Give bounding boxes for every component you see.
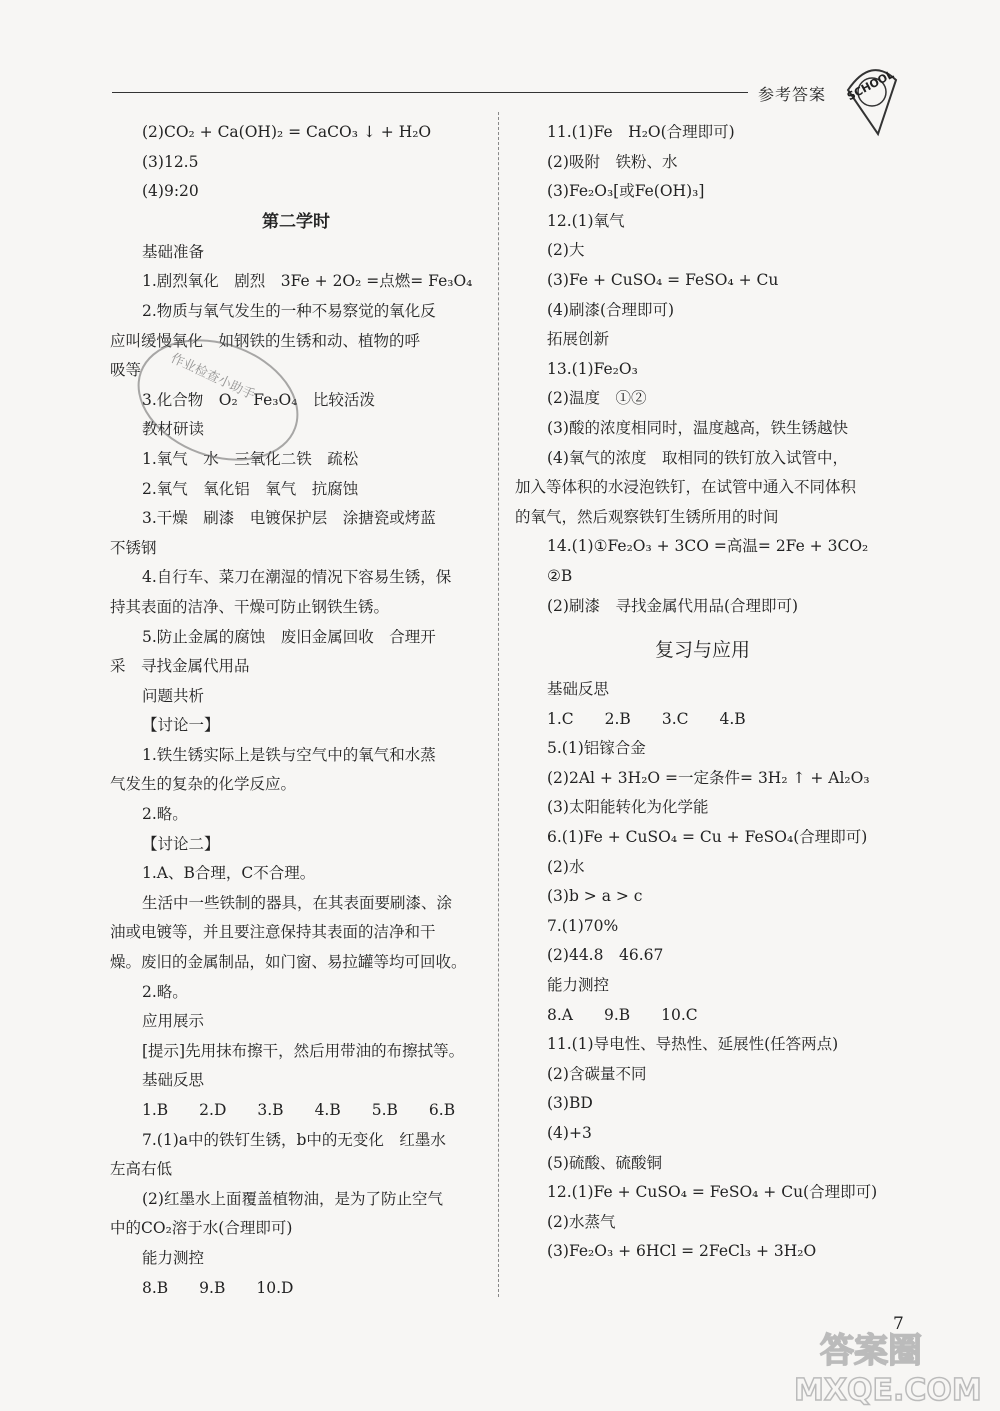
answer-line: 5.(1)铝镓合金 [547,739,646,758]
answer-line: 8.B 9.B 10.D [142,1278,294,1297]
section-heading: 复习与应用 [654,639,750,662]
answer-line: 【讨论一】 [142,716,220,735]
right-column [515,118,890,1267]
answer-line: 燥。废旧的金属制品，如门窗、易拉罐等均可回收。 [110,953,467,972]
answer-line: 【讨论二】 [142,834,220,853]
answer-line: 12.(1)氧气 [547,211,625,230]
answer-line: (3)Fe₂O₃ + 6HCl = 2FeCl₃ + 3H₂O [547,1242,817,1261]
answer-line: 1.剧烈氧化 剧烈 3Fe + 2O₂ =点燃= Fe₃O₄ [142,272,473,291]
answer-line: 7.(1)70% [547,916,619,935]
answer-line: 采 寻找金属代用品 [110,657,250,676]
answer-line: (3)Fe₂O₃[或Fe(OH)₃] [547,182,705,201]
answer-line: 12.(1)Fe + CuSO₄ = FeSO₄ + Cu(合理即可) [547,1183,878,1202]
answer-line: 2.物质与氧气发生的一种不易察觉的氧化反 [142,301,436,320]
answer-line: 2.氧气 氧化铝 氧气 抗腐蚀 [142,479,359,498]
answer-line: (3)12.5 [142,152,199,171]
answer-line: 4.自行车、菜刀在潮湿的情况下容易生锈，保 [142,568,452,587]
answer-line: 应用展示 [142,1012,205,1031]
answer-line: 不锈钢 [110,538,157,557]
answer-line: (2)水 [547,857,585,876]
answer-line: (3)酸的浓度相同时，温度越高，铁生锈越快 [547,418,848,437]
left-column [110,118,482,1303]
answer-line: 中的CO₂溶于水(合理即可) [110,1219,293,1238]
watermark [780,1318,995,1408]
answer-line: 拓展创新 [547,330,610,349]
stamp-text: 作业检查小助手 [168,351,258,404]
answer-line: 1.C 2.B 3.C 4.B [547,709,746,728]
answer-line: (2)红墨水上面覆盖植物油，是为了防止空气 [142,1189,443,1208]
answer-line: (2)44.8 46.67 [547,946,664,965]
answer-line: 1.A、B合理，C不合理。 [142,864,316,883]
answer-line: 问题共析 [142,686,205,705]
page-number: 7 [893,1314,904,1334]
answer-line: 3.干燥 刷漆 电镀保护层 涂搪瓷或烤蓝 [142,509,436,528]
header-title: 参考答案 [758,85,827,104]
watermark-bottom: MXQE.COM [794,1373,982,1408]
answer-line: (5)硫酸、硫酸铜 [547,1153,662,1172]
answer-line: (2)2Al + 3H₂O =一定条件= 3H₂ ↑ + Al₂O₃ [547,768,870,787]
column-divider [498,112,499,1297]
answer-line: 加入等体积的水浸泡铁钉，在试管中通入不同体积 [515,478,857,497]
answer-line: (2)温度 ①② [547,389,647,408]
answer-line: 11.(1)导电性、导热性、延展性(任答两点) [547,1035,839,1054]
answer-line: 6.(1)Fe + CuSO₄ = Cu + FeSO₄(合理即可) [547,828,868,847]
answer-line: (2)大 [547,241,585,260]
answer-line: 8.A 9.B 10.C [547,1005,698,1024]
answer-line: 生活中一些铁制的器具，在其表面要刷漆、涂 [142,893,453,912]
header-rule [112,92,748,93]
answer-line: [提示]先用抹布擦干，然后用带油的布擦拭等。 [142,1041,465,1060]
answer-line: (4)氧气的浓度 取相同的铁钉放入试管中， [547,448,848,467]
answer-line: (3)Fe + CuSO₄ = FeSO₄ + Cu [547,270,779,289]
answer-line: 的氧气，然后观察铁钉生锈所用的时间 [515,507,779,526]
answer-line: 基础反思 [142,1071,205,1090]
answer-line: ②B [547,566,573,585]
answer-line: 应叫缓慢氧化 如钢铁的生锈和动、植物的呼 [110,331,421,350]
answer-line: (3)太阳能转化为化学能 [547,798,709,817]
answer-line: 油或电镀等，并且要注意保持其表面的洁净和干 [110,923,436,942]
answer-line: 教材研读 [142,420,205,439]
answer-line: (3)b > a > c [547,887,643,906]
answer-line: 2.略。 [142,982,188,1001]
logo-text: SCHOOL [844,67,896,104]
answer-line: 11.(1)Fe H₂O(合理即可) [547,123,735,141]
answer-line: (2)水蒸气 [547,1212,616,1231]
answer-line: 1.氧气 水 三氧化二铁 疏松 [142,449,359,468]
answer-line: 14.(1)①Fe₂O₃ + 3CO =高温= 2Fe + 3CO₂ [547,537,869,556]
answer-line: 基础反思 [547,680,610,699]
answer-line: 3.化合物 O₂ Fe₃O₄ 比较活泼 [142,390,375,409]
stamp [128,330,308,480]
answer-line: (2)含碳量不同 [547,1064,647,1083]
answer-line: (2)刷漆 寻找金属代用品(合理即可) [547,596,799,615]
section-heading: 第二学时 [262,211,330,232]
answer-line: 能力测控 [142,1248,205,1267]
answer-line: 2.略。 [142,805,188,824]
answer-line: 左高右低 [110,1160,173,1179]
watermark-top: 答案圈 [820,1331,922,1371]
answer-line: 基础准备 [142,242,205,261]
answer-line: 1.铁生锈实际上是铁与空气中的氧气和水蒸 [142,745,436,764]
answer-line: 持其表面的洁净、干燥可防止钢铁生锈。 [110,597,390,616]
answer-line: 7.(1)a中的铁钉生锈，b中的无变化 红墨水 [142,1130,446,1149]
answer-line: 能力测控 [547,976,610,995]
answer-line: 气发生的复杂的化学反应。 [110,775,297,794]
answer-line: (4)+3 [547,1124,592,1142]
answer-line: 5.防止金属的腐蚀 废旧金属回收 合理开 [142,627,436,646]
answer-line: 吸等 [110,361,142,380]
answer-line: (3)BD [547,1094,593,1113]
answer-line: (2)吸附 铁粉、水 [547,152,678,171]
answer-line: (2)CO₂ + Ca(OH)₂ = CaCO₃ ↓ + H₂O [142,123,432,141]
answer-line: 13.(1)Fe₂O₃ [547,359,638,378]
answer-line: (4)刷漆(合理即可) [547,300,675,319]
answer-line: (4)9:20 [142,182,199,201]
answer-line: 1.B 2.D 3.B 4.B 5.B 6.B [142,1101,456,1119]
